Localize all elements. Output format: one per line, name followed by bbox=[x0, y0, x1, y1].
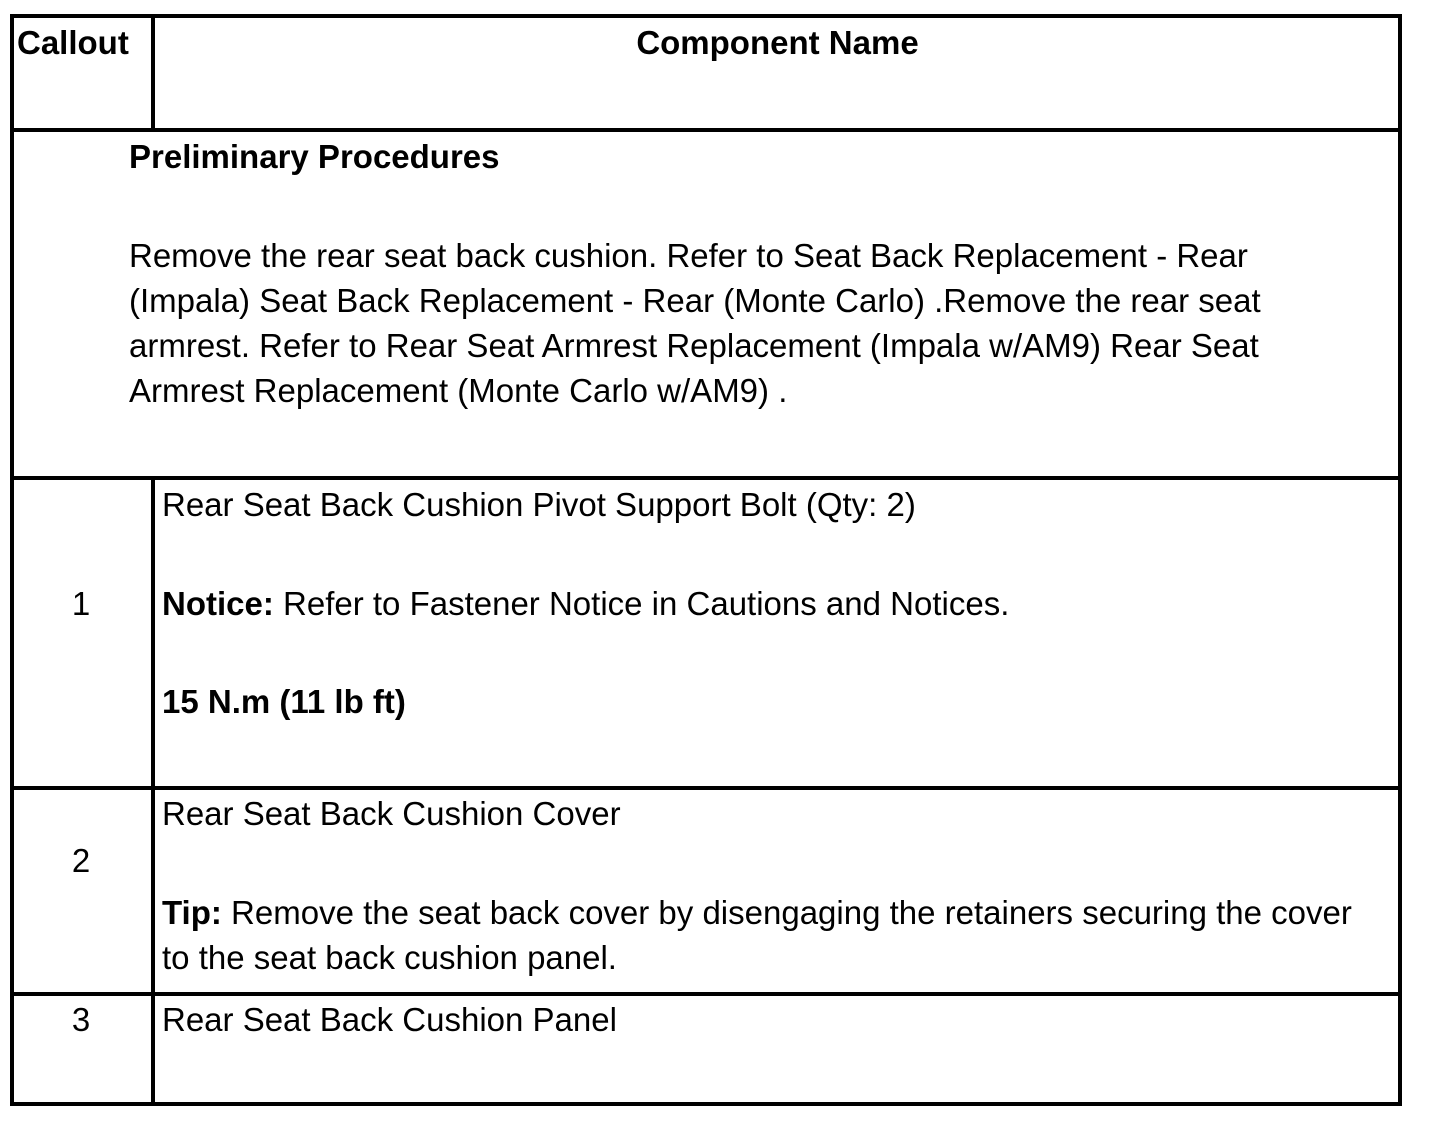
header-component-name: Component Name bbox=[636, 24, 919, 61]
row2-name: Rear Seat Back Cushion Cover bbox=[162, 795, 621, 832]
rows-column-divider bbox=[151, 476, 155, 1106]
row1-divider bbox=[14, 786, 1398, 790]
row2-divider bbox=[14, 992, 1398, 996]
row1-notice bbox=[162, 581, 1009, 626]
row2-tip-text: Remove the seat back cover by disengaging the retainers securing the cover to the seat back cushion panel. bbox=[162, 894, 1352, 976]
preliminary-text: Remove the rear seat back cushion. Refer to Seat Back Replacement - Rear (Impala) Seat Back Replacement - Rear (Monte Carlo) .Remove the rear seat armrest. Refer to Rear Seat Armrest Replacement (Impala w/AM9) Rear Seat Armrest Replacement (Monte Carlo w/AM9) . bbox=[129, 237, 1261, 409]
row2-tip-label: Tip: bbox=[162, 894, 222, 931]
row1-callout: 1 bbox=[71, 585, 91, 622]
row1-notice-text: Refer to Fastener Notice in Cautions and Notices. bbox=[273, 585, 1010, 622]
row2-callout: 2 bbox=[71, 842, 91, 879]
preliminary-divider bbox=[14, 476, 1398, 480]
preliminary-title: Preliminary Procedures bbox=[129, 138, 500, 175]
row1-notice-label: Notice: bbox=[162, 585, 274, 622]
row2-tip bbox=[162, 890, 1362, 980]
row1-name: Rear Seat Back Cushion Pivot Support Bolt (Qty: 2) bbox=[162, 486, 916, 523]
header-callout: Callout bbox=[17, 24, 129, 61]
row3-name: Rear Seat Back Cushion Panel bbox=[162, 1001, 617, 1038]
row3-callout: 3 bbox=[71, 1001, 91, 1038]
row1-torque: 15 N.m (11 lb ft) bbox=[162, 683, 406, 720]
header-divider bbox=[14, 128, 1398, 132]
